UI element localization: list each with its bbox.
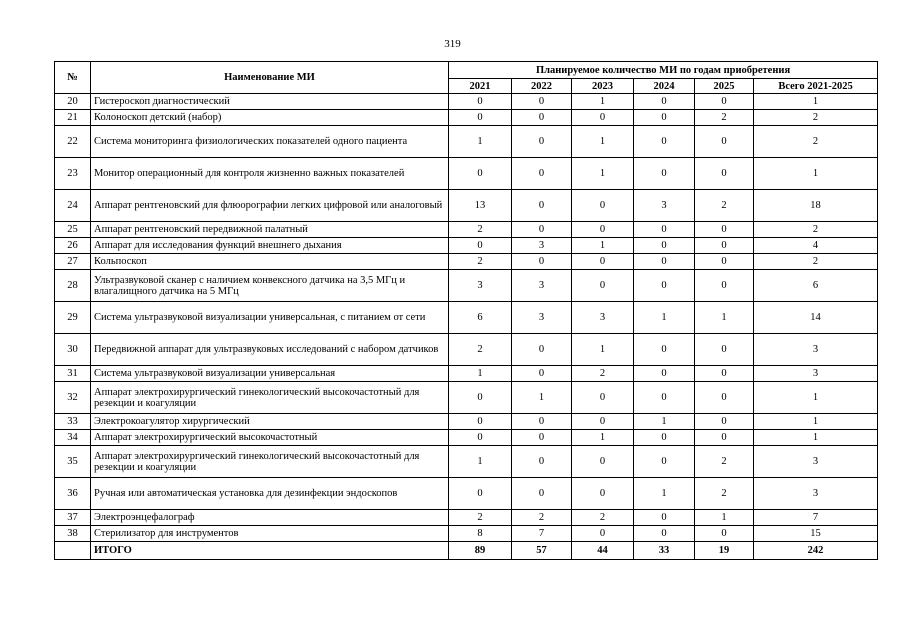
year-value: 0 xyxy=(634,510,695,526)
table-row xyxy=(55,414,878,430)
year-value: 0 xyxy=(449,238,512,254)
year-value: 0 xyxy=(695,254,754,270)
year-value: 0 xyxy=(634,158,695,190)
year-value: 0 xyxy=(512,222,572,238)
year-value: 0 xyxy=(512,254,572,270)
year-value: 0 xyxy=(695,334,754,366)
year-value: 0 xyxy=(634,366,695,382)
header-planned-quantity: Планируемое количество МИ по годам приобретения xyxy=(449,62,878,79)
year-value: 1 xyxy=(695,302,754,334)
year-value: 0 xyxy=(449,414,512,430)
row-total-value: 3 xyxy=(754,366,878,382)
device-name: Монитор операционный для контроля жизненно важных показателей xyxy=(91,158,449,190)
device-name: Ручная или автоматическая установка для дезинфекции эндоскопов xyxy=(91,478,449,510)
year-value: 0 xyxy=(572,110,634,126)
total-year-value: 19 xyxy=(695,542,754,560)
row-total-value: 14 xyxy=(754,302,878,334)
year-value: 3 xyxy=(449,270,512,302)
table-row xyxy=(55,158,878,190)
table-row xyxy=(55,190,878,222)
year-value: 0 xyxy=(512,414,572,430)
equipment-table xyxy=(54,61,878,560)
total-year-value: 89 xyxy=(449,542,512,560)
row-number: 37 xyxy=(55,510,91,526)
year-value: 1 xyxy=(572,238,634,254)
year-value: 0 xyxy=(512,334,572,366)
year-value: 2 xyxy=(695,110,754,126)
row-number: 22 xyxy=(55,126,91,158)
year-value: 0 xyxy=(512,190,572,222)
year-value: 0 xyxy=(572,270,634,302)
row-total-value: 3 xyxy=(754,446,878,478)
year-value: 7 xyxy=(512,526,572,542)
year-value: 0 xyxy=(449,478,512,510)
year-value: 0 xyxy=(695,222,754,238)
table-row xyxy=(55,510,878,526)
total-year-value: 33 xyxy=(634,542,695,560)
row-number: 31 xyxy=(55,366,91,382)
year-value: 0 xyxy=(634,126,695,158)
year-value: 1 xyxy=(572,126,634,158)
year-value: 0 xyxy=(512,446,572,478)
year-value: 2 xyxy=(695,478,754,510)
year-value: 3 xyxy=(512,270,572,302)
year-value: 1 xyxy=(572,334,634,366)
year-value: 2 xyxy=(572,366,634,382)
year-value: 1 xyxy=(572,94,634,110)
year-value: 1 xyxy=(449,366,512,382)
device-name: Аппарат электрохирургический гинекологический высокочастотный для резекции и коагуляции xyxy=(91,446,449,478)
year-value: 1 xyxy=(634,302,695,334)
table-row xyxy=(55,478,878,510)
year-value: 0 xyxy=(449,158,512,190)
row-number: 24 xyxy=(55,190,91,222)
table-row xyxy=(55,366,878,382)
year-value: 1 xyxy=(634,478,695,510)
row-number: 25 xyxy=(55,222,91,238)
row-total-value: 2 xyxy=(754,222,878,238)
year-value: 0 xyxy=(572,478,634,510)
device-name: Аппарат для исследования функций внешнего дыхания xyxy=(91,238,449,254)
year-value: 2 xyxy=(695,446,754,478)
table-body xyxy=(55,94,878,560)
row-total-value: 2 xyxy=(754,110,878,126)
row-total-value: 1 xyxy=(754,430,878,446)
year-value: 0 xyxy=(449,382,512,414)
year-value: 0 xyxy=(512,478,572,510)
header-year-2022: 2022 xyxy=(512,79,572,94)
total-year-value: 57 xyxy=(512,542,572,560)
year-value: 6 xyxy=(449,302,512,334)
grand-total-value: 242 xyxy=(754,542,878,560)
year-value: 3 xyxy=(572,302,634,334)
header-total-years: Всего 2021-2025 xyxy=(754,79,878,94)
row-number: 28 xyxy=(55,270,91,302)
year-value: 0 xyxy=(572,382,634,414)
table-row xyxy=(55,334,878,366)
row-number: 34 xyxy=(55,430,91,446)
row-number: 33 xyxy=(55,414,91,430)
year-value: 8 xyxy=(449,526,512,542)
device-name: Стерилизатор для инструментов xyxy=(91,526,449,542)
row-number: 27 xyxy=(55,254,91,270)
device-name: Аппарат электрохирургический высокочастотный xyxy=(91,430,449,446)
row-number: 26 xyxy=(55,238,91,254)
year-value: 0 xyxy=(634,254,695,270)
year-value: 0 xyxy=(695,270,754,302)
table-row xyxy=(55,526,878,542)
year-value: 2 xyxy=(449,510,512,526)
device-name: Передвижной аппарат для ультразвуковых исследований с набором датчиков xyxy=(91,334,449,366)
row-number: 23 xyxy=(55,158,91,190)
year-value: 3 xyxy=(634,190,695,222)
year-value: 0 xyxy=(634,446,695,478)
year-value: 0 xyxy=(449,110,512,126)
total-year-value: 44 xyxy=(572,542,634,560)
year-value: 0 xyxy=(695,366,754,382)
table-row xyxy=(55,126,878,158)
header-year-2024: 2024 xyxy=(634,79,695,94)
year-value: 2 xyxy=(449,254,512,270)
year-value: 1 xyxy=(572,158,634,190)
year-value: 0 xyxy=(512,94,572,110)
row-number: 36 xyxy=(55,478,91,510)
year-value: 1 xyxy=(449,126,512,158)
year-value: 0 xyxy=(634,222,695,238)
year-value: 0 xyxy=(572,446,634,478)
table-row xyxy=(55,430,878,446)
device-name: Кольпоскоп xyxy=(91,254,449,270)
year-value: 0 xyxy=(572,254,634,270)
row-total-value: 15 xyxy=(754,526,878,542)
year-value: 0 xyxy=(572,414,634,430)
year-value: 2 xyxy=(572,510,634,526)
header-year-2021: 2021 xyxy=(449,79,512,94)
device-name: Колоноскоп детский (набор) xyxy=(91,110,449,126)
device-name: Ультразвуковой сканер с наличием конвексного датчика на 3,5 МГц и влагалищного датчика на 5 МГц xyxy=(91,270,449,302)
total-row xyxy=(55,542,878,560)
year-value: 0 xyxy=(449,430,512,446)
row-total-value: 1 xyxy=(754,414,878,430)
row-total-value: 2 xyxy=(754,126,878,158)
table-row xyxy=(55,382,878,414)
year-value: 0 xyxy=(572,526,634,542)
table-row xyxy=(55,94,878,110)
device-name: Система ультразвуковой визуализации универсальная, с питанием от сети xyxy=(91,302,449,334)
year-value: 0 xyxy=(695,238,754,254)
table-row xyxy=(55,238,878,254)
year-value: 0 xyxy=(695,382,754,414)
row-total-value: 6 xyxy=(754,270,878,302)
year-value: 0 xyxy=(634,334,695,366)
device-name: Электроэнцефалограф xyxy=(91,510,449,526)
total-number-cell xyxy=(55,542,91,560)
header-year-2025: 2025 xyxy=(695,79,754,94)
year-value: 0 xyxy=(695,94,754,110)
row-number: 21 xyxy=(55,110,91,126)
year-value: 0 xyxy=(634,526,695,542)
year-value: 1 xyxy=(512,382,572,414)
device-name: Аппарат электрохирургический гинекологический высокочастотный для резекции и коагуляции xyxy=(91,382,449,414)
row-total-value: 3 xyxy=(754,334,878,366)
table-row xyxy=(55,302,878,334)
year-value: 1 xyxy=(695,510,754,526)
row-number: 29 xyxy=(55,302,91,334)
year-value: 2 xyxy=(449,334,512,366)
year-value: 0 xyxy=(695,526,754,542)
device-name: Электрокоагулятор хирургический xyxy=(91,414,449,430)
header-name: Наименование МИ xyxy=(91,62,449,94)
year-value: 0 xyxy=(512,158,572,190)
year-value: 0 xyxy=(572,222,634,238)
year-value: 2 xyxy=(695,190,754,222)
year-value: 0 xyxy=(634,110,695,126)
year-value: 3 xyxy=(512,302,572,334)
header-number: № xyxy=(55,62,91,94)
row-total-value: 1 xyxy=(754,94,878,110)
year-value: 0 xyxy=(449,94,512,110)
row-total-value: 4 xyxy=(754,238,878,254)
year-value: 0 xyxy=(634,238,695,254)
year-value: 2 xyxy=(512,510,572,526)
device-name: Система мониторинга физиологических показателей одного пациента xyxy=(91,126,449,158)
table-row xyxy=(55,222,878,238)
year-value: 1 xyxy=(572,430,634,446)
year-value: 0 xyxy=(512,430,572,446)
year-value: 1 xyxy=(634,414,695,430)
year-value: 0 xyxy=(634,430,695,446)
year-value: 0 xyxy=(695,126,754,158)
year-value: 0 xyxy=(512,110,572,126)
year-value: 0 xyxy=(695,158,754,190)
year-value: 0 xyxy=(634,94,695,110)
year-value: 13 xyxy=(449,190,512,222)
year-value: 0 xyxy=(634,270,695,302)
total-label: ИТОГО xyxy=(91,542,449,560)
year-value: 0 xyxy=(512,366,572,382)
year-value: 0 xyxy=(572,190,634,222)
device-name: Аппарат рентгеновский передвижной палатный xyxy=(91,222,449,238)
year-value: 0 xyxy=(512,126,572,158)
row-number: 32 xyxy=(55,382,91,414)
device-name: Система ультразвуковой визуализации универсальная xyxy=(91,366,449,382)
row-total-value: 7 xyxy=(754,510,878,526)
table-row xyxy=(55,254,878,270)
year-value: 0 xyxy=(695,414,754,430)
row-total-value: 1 xyxy=(754,158,878,190)
page-number: 319 xyxy=(444,38,461,50)
row-total-value: 2 xyxy=(754,254,878,270)
year-value: 0 xyxy=(695,430,754,446)
row-number: 30 xyxy=(55,334,91,366)
table-row xyxy=(55,110,878,126)
table-row xyxy=(55,446,878,478)
row-total-value: 3 xyxy=(754,478,878,510)
year-value: 1 xyxy=(449,446,512,478)
table-row xyxy=(55,270,878,302)
device-name: Гистероскоп диагностический xyxy=(91,94,449,110)
device-name: Аппарат рентгеновский для флюорографии легких цифровой или аналоговый xyxy=(91,190,449,222)
year-value: 2 xyxy=(449,222,512,238)
year-value: 0 xyxy=(634,382,695,414)
row-total-value: 18 xyxy=(754,190,878,222)
row-number: 38 xyxy=(55,526,91,542)
row-number: 35 xyxy=(55,446,91,478)
year-value: 3 xyxy=(512,238,572,254)
row-total-value: 1 xyxy=(754,382,878,414)
header-year-2023: 2023 xyxy=(572,79,634,94)
row-number: 20 xyxy=(55,94,91,110)
